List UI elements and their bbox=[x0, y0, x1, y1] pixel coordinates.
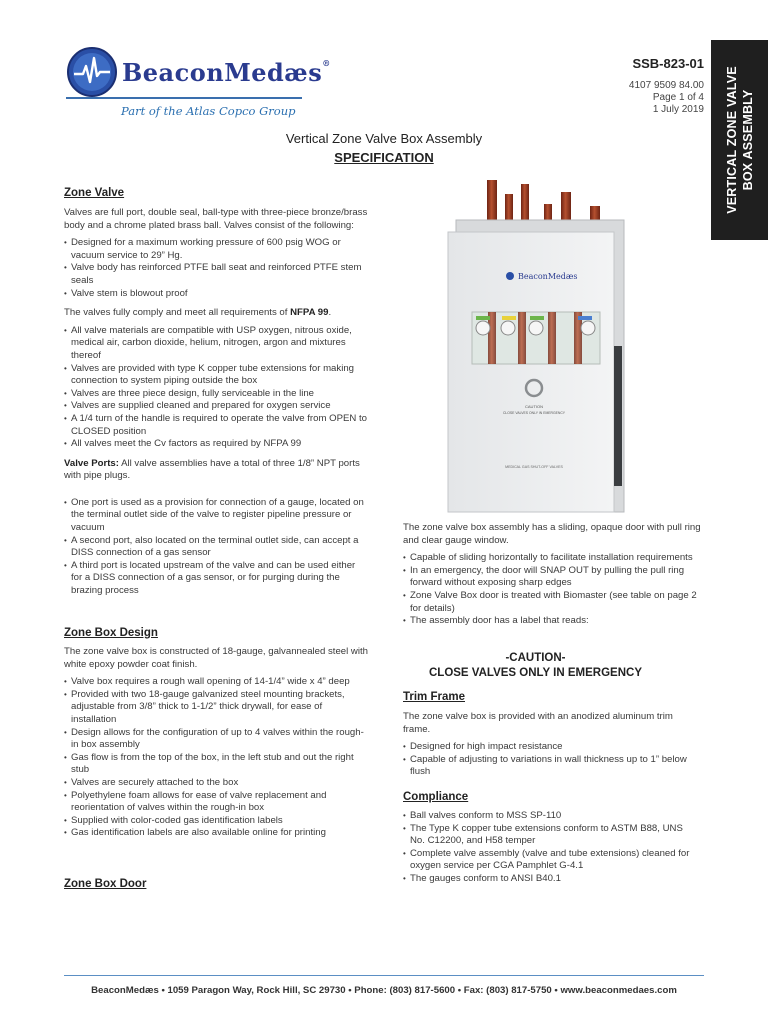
list-item: • A third port is located upstream of the valve and can be used either for a DISS connection of a gas sensor, or for purging during the brazing process bbox=[64, 560, 369, 598]
page-title: Vertical Zone Valve Box Assembly bbox=[285, 131, 483, 146]
list-item: • Designed for a maximum working pressure of 600 psig WOG or vacuum service to 29” Hg. bbox=[64, 237, 369, 262]
door-brand-text: BeaconMedæs bbox=[518, 272, 578, 281]
compliance-heading: Compliance bbox=[403, 791, 469, 803]
list-item: • Ball valves conform to MSS SP-110 bbox=[403, 810, 693, 823]
list-item: • Valves are provided with type K copper tube extensions for making connection to system piping outside the box bbox=[64, 363, 369, 388]
comply-bold: NFPA 99 bbox=[290, 307, 329, 319]
list-item: • Capable of adjusting to variations in wall thickness up to 1” below flush bbox=[403, 754, 693, 779]
comply-prefix: The valves fully comply and meet all requirements of bbox=[64, 307, 291, 319]
list-item: • Valves are supplied cleaned and prepared for oxygen service bbox=[64, 400, 369, 413]
trim-frame-heading: Trim Frame bbox=[403, 691, 465, 703]
brand-name-part2: Medæs bbox=[224, 58, 323, 87]
list-item: • Gas identification labels are also available online for printing bbox=[64, 827, 369, 840]
comply-suffix: . bbox=[328, 307, 332, 319]
zone-box-design-intro: The zone valve box is constructed of 18-gauge, galvannealed steel with white epoxy powder coat finish. bbox=[64, 646, 368, 670]
list-item: • Supplied with color-coded gas identification labels bbox=[64, 815, 369, 828]
trim-frame-intro: The zone valve box is provided with an anodized aluminum trim frame. bbox=[403, 711, 673, 735]
list-item: • A 1/4 turn of the handle is required to operate the valve from OPEN to CLOSED position bbox=[64, 413, 369, 438]
list-item: • Polyethylene foam allows for ease of valve replacement and reorientation of valves within the rough-in box bbox=[64, 790, 369, 815]
footer-rule bbox=[64, 975, 704, 976]
compliance-bullets bbox=[403, 810, 693, 886]
document-number: 4107 9509 84.00 bbox=[628, 80, 704, 91]
door-label-2: CLOSE VALVES ONLY IN EMERGENCY bbox=[502, 411, 566, 415]
list-item: • Capable of sliding horizontally to facilitate installation requirements bbox=[403, 552, 703, 565]
door-section bbox=[403, 522, 703, 628]
zone-valve-section bbox=[64, 207, 369, 598]
registered-mark: ® bbox=[322, 58, 331, 68]
door-bottom-label: MEDICAL GAS SHUT-OFF VALVES bbox=[505, 465, 563, 469]
list-item: • Gas flow is from the top of the box, in the left stub and out the right stub bbox=[64, 752, 369, 777]
list-item: • Valve body has reinforced PTFE ball seat and reinforced PTFE stem seals bbox=[64, 262, 369, 287]
brand-tagline: Part of the Atlas Copco Group bbox=[121, 104, 296, 118]
zone-valve-bullets-1 bbox=[64, 237, 369, 300]
valve-ports-text: All valve assemblies have a total of three 1/8” NPT ports with pipe plugs. bbox=[64, 457, 360, 482]
list-item: • One port is used as a provision for connection of a gauge, located on the terminal outlet side of the valve to register pipeline pressure or vacuum bbox=[64, 497, 369, 535]
list-item: • The assembly door has a label that reads: bbox=[403, 615, 703, 628]
list-item: • Valves are securely attached to the box bbox=[64, 777, 369, 790]
list-item: • A second port, also located on the terminal outlet side, can accept a DISS connection of a gas sensor bbox=[64, 535, 369, 560]
page-subtitle: SPECIFICATION bbox=[334, 150, 434, 165]
valve-ports-label: Valve Ports: bbox=[64, 457, 119, 469]
caution-text: CLOSE VALVES ONLY IN EMERGENCY bbox=[428, 667, 642, 679]
side-tab-line-1: VERTICAL ZONE VALVE bbox=[724, 66, 739, 214]
list-item: • All valves meet the Cv factors as required by NFPA 99 bbox=[64, 438, 369, 451]
list-item: • All valve materials are compatible with USP oxygen, nitrous oxide, medical air, carbon dioxide, helium, nitrogen, argon and mixtures thereof bbox=[64, 325, 369, 363]
list-item: • In an emergency, the door will SNAP OUT by pulling the pull ring forward without exposing sharp edges bbox=[403, 565, 703, 590]
page-indicator: Page 1 of 4 bbox=[652, 92, 704, 103]
trim-frame-bullets bbox=[403, 741, 693, 779]
list-item: • Valves are three piece design, fully serviceable in the line bbox=[64, 388, 369, 401]
valve-ports-paragraph bbox=[64, 458, 369, 483]
zone-valve-box-image bbox=[428, 176, 628, 516]
valve-ports-bullets bbox=[64, 497, 369, 598]
zone-valve-intro: Valves are full port, double seal, ball-type with three-piece bronze/brass body and a chrome plated brass ball. Valves consist of the following: bbox=[64, 207, 368, 231]
list-item: • Provided with two 18-gauge galvanized steel mounting brackets, adjustable from 3/8” thick to 1-1/2” thick drywall, for ease of installation bbox=[64, 689, 369, 727]
beaconmedaes-logo-icon bbox=[66, 46, 118, 98]
brand-name-part1: Beacon bbox=[122, 58, 225, 87]
caution-heading: -CAUTION- bbox=[505, 652, 566, 664]
zone-box-door-heading: Zone Box Door bbox=[64, 878, 147, 890]
zone-valve-bullets-2 bbox=[64, 325, 369, 451]
zone-box-design-section bbox=[64, 646, 369, 840]
brand-name bbox=[122, 58, 331, 87]
document-id: SSB-823-01 bbox=[632, 56, 704, 71]
list-item: • Valve stem is blowout proof bbox=[64, 288, 369, 301]
list-item: • The gauges conform to ANSI B40.1 bbox=[403, 873, 693, 886]
list-item: • The Type K copper tube extensions conform to ASTM B88, UNS No. C12200, and H58 temper bbox=[403, 823, 693, 848]
list-item: • Valve box requires a rough wall opening of 14-1/4” wide x 4” deep bbox=[64, 676, 369, 689]
door-intro: The zone valve box assembly has a sliding, opaque door with pull ring and clear gauge window. bbox=[403, 522, 701, 546]
header-rule bbox=[66, 97, 302, 99]
list-item: • Zone Valve Box door is treated with Biomaster (see table on page 2 for details) bbox=[403, 590, 703, 615]
list-item: • Design allows for the configuration of up to 4 valves within the rough-in box assembly bbox=[64, 727, 369, 752]
zone-box-design-bullets bbox=[64, 676, 369, 840]
list-item: • Designed for high impact resistance bbox=[403, 741, 693, 754]
compliance-section bbox=[403, 810, 693, 886]
side-tab-line-2: BOX ASSEMBLY bbox=[740, 89, 755, 191]
nfpa-compliance-line bbox=[64, 307, 369, 320]
door-bullets bbox=[403, 552, 703, 628]
zone-valve-heading: Zone Valve bbox=[64, 187, 125, 199]
trim-frame-section bbox=[403, 711, 693, 779]
zone-box-design-heading: Zone Box Design bbox=[64, 627, 158, 639]
door-label-1: CAUTION bbox=[525, 404, 543, 409]
document-date: 1 July 2019 bbox=[652, 104, 704, 115]
list-item: • Complete valve assembly (valve and tube extensions) cleaned for oxygen service per CGA Pamphlet G-4.1 bbox=[403, 848, 693, 873]
footer-contact-line: BeaconMedæs • 1059 Paragon Way, Rock Hill, SC 29730 • Phone: (803) 817-5600 • Fax: (803) 817-5750 • www.beaconmedaes.com bbox=[91, 985, 677, 996]
